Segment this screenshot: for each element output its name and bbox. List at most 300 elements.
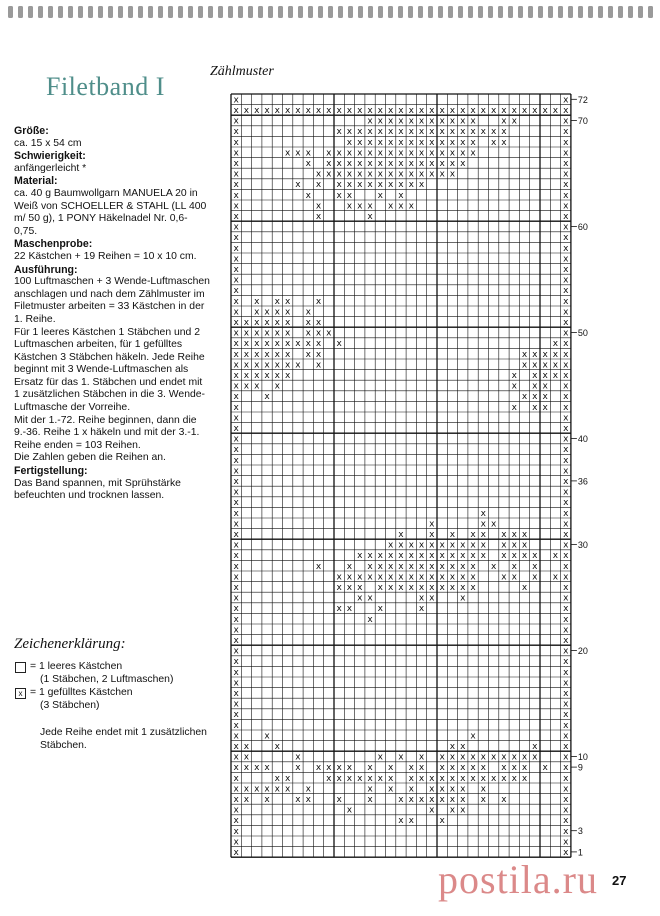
filled-cell: x	[418, 752, 425, 763]
spiral-ring	[608, 6, 613, 18]
filled-cell: x	[315, 296, 322, 307]
filled-cell: x	[387, 180, 394, 191]
filled-cell: x	[501, 551, 507, 562]
row-label: 36	[577, 476, 588, 487]
filled-cell: x	[429, 519, 435, 530]
filled-cell: x	[563, 689, 569, 699]
instructions	[14, 125, 210, 503]
filled-cell: x	[449, 106, 456, 116]
filled-cell: x	[439, 784, 445, 795]
filled-cell: x	[460, 583, 466, 593]
filled-cell: x	[439, 137, 445, 148]
filled-cell: x	[377, 180, 384, 191]
filled-cell: x	[418, 148, 425, 159]
filled-cell: x	[449, 795, 456, 805]
spiral-ring	[628, 6, 633, 18]
filled-cell: x	[284, 106, 291, 116]
filled-cell: x	[243, 371, 250, 381]
filled-cell: x	[326, 169, 332, 180]
filled-cell: x	[346, 763, 353, 774]
filled-cell: x	[274, 371, 281, 381]
filled-cell: x	[233, 487, 239, 498]
filled-cell: x	[233, 498, 239, 509]
filled-cell: x	[521, 763, 528, 774]
watermark: postila.ru	[438, 857, 598, 902]
row-label: 30	[577, 540, 588, 550]
row-label: 1	[577, 847, 583, 858]
filled-cell: x	[367, 614, 373, 625]
filled-cell: x	[398, 159, 404, 169]
spiral-ring	[68, 6, 73, 18]
filled-cell: x	[501, 752, 507, 763]
legend	[14, 660, 214, 752]
filled-cell: x	[367, 212, 373, 222]
filled-cell: x	[233, 805, 239, 816]
filled-cell: x	[264, 763, 270, 774]
spiral-ring	[348, 6, 353, 18]
filled-cell: x	[233, 339, 239, 350]
spiral-ring	[138, 6, 143, 18]
filled-cell: x	[398, 201, 404, 212]
filled-cell: x	[408, 106, 414, 116]
filled-cell: x	[480, 530, 487, 540]
filled-cell: x	[460, 763, 466, 774]
filled-cell: x	[254, 381, 260, 392]
filled-cell: x	[542, 371, 548, 381]
filled-cell: x	[233, 445, 239, 456]
filled-cell: x	[305, 795, 311, 805]
filled-cell: x	[357, 137, 363, 148]
filled-cell: x	[233, 233, 239, 244]
spiral-ring	[618, 6, 623, 18]
filled-cell: x	[511, 381, 517, 392]
filled-cell: x	[295, 763, 301, 774]
filled-cell: x	[357, 583, 363, 593]
filled-cell: x	[521, 360, 528, 371]
filled-cell: x	[563, 95, 569, 106]
filled-cell: x	[490, 519, 497, 530]
filled-cell: x	[387, 583, 394, 593]
filled-cell: x	[398, 180, 404, 191]
row-label: 20	[577, 646, 588, 656]
filled-cell: x	[408, 169, 414, 180]
filet-chart	[220, 88, 592, 874]
filled-cell: x	[501, 795, 507, 805]
filled-cell: x	[274, 328, 281, 339]
filled-cell: x	[346, 127, 353, 138]
filled-cell: x	[460, 593, 466, 604]
filled-cell: x	[501, 540, 507, 551]
filled-cell: x	[233, 222, 239, 233]
filled-cell: x	[233, 731, 239, 742]
spiral-ring	[338, 6, 343, 18]
filled-cell: x	[490, 127, 497, 138]
filled-cell: x	[357, 551, 363, 562]
spiral-ring	[228, 6, 233, 18]
filled-cell: x	[418, 106, 425, 116]
filled-cell: x	[243, 328, 250, 339]
filled-cell: x	[264, 349, 270, 360]
filled-cell: x	[387, 784, 394, 795]
spiral-ring	[278, 6, 283, 18]
filled-cell: x	[460, 784, 466, 795]
spiral-ring	[368, 6, 373, 18]
filled-cell: x	[511, 752, 517, 763]
filled-cell: x	[284, 307, 291, 318]
filled-cell: x	[521, 392, 528, 403]
filled-cell: x	[563, 625, 569, 636]
filled-cell: x	[346, 805, 353, 816]
filled-cell: x	[521, 752, 528, 763]
filled-cell: x	[336, 773, 342, 784]
filled-cell: x	[563, 805, 569, 816]
filled-cell: x	[295, 752, 301, 763]
filled-cell: x	[357, 773, 363, 784]
filled-cell: x	[233, 816, 239, 827]
filled-cell: x	[439, 148, 445, 159]
filled-cell: x	[511, 116, 517, 127]
filled-cell: x	[563, 710, 569, 721]
filled-cell: x	[563, 455, 569, 466]
filled-cell: x	[274, 784, 281, 795]
filled-cell: x	[336, 572, 342, 583]
filled-cell: x	[408, 148, 414, 159]
filled-cell: x	[387, 169, 394, 180]
filled-cell: x	[532, 752, 538, 763]
spiral-ring	[328, 6, 333, 18]
filled-cell: x	[501, 106, 507, 116]
filled-cell: x	[367, 127, 373, 138]
filled-cell: x	[367, 180, 373, 191]
filled-cell: x	[254, 349, 260, 360]
filled-cell: x	[367, 572, 373, 583]
filled-cell: x	[398, 169, 404, 180]
filled-cell: x	[439, 795, 445, 805]
filled-cell: x	[408, 784, 414, 795]
filled-cell: x	[449, 805, 456, 816]
spiral-ring	[638, 6, 643, 18]
filled-cell: x	[418, 540, 425, 551]
filled-cell: x	[387, 773, 394, 784]
filled-cell: x	[367, 201, 373, 212]
filled-cell: x	[295, 106, 301, 116]
filled-cell: x	[233, 434, 239, 445]
filled-cell: x	[552, 551, 559, 562]
filled-cell: x	[377, 773, 384, 784]
filled-cell: x	[449, 551, 456, 562]
filled-cell: x	[346, 106, 353, 116]
spiral-ring	[248, 6, 253, 18]
filled-cell: x	[357, 148, 363, 159]
filled-cell: x	[449, 159, 456, 169]
filled-cell: x	[429, 137, 435, 148]
filled-cell: x	[563, 498, 569, 509]
filled-cell: x	[233, 636, 239, 646]
filled-cell: x	[449, 583, 456, 593]
row-label: 70	[577, 116, 588, 126]
spiral-ring	[418, 6, 423, 18]
filled-cell: x	[460, 540, 466, 551]
filled-cell: x	[418, 127, 425, 138]
filled-cell: x	[449, 127, 456, 138]
spiral-ring	[588, 6, 593, 18]
filled-cell: x	[387, 127, 394, 138]
filled-cell: x	[480, 540, 487, 551]
filled-cell: x	[408, 127, 414, 138]
spiral-ring	[408, 6, 413, 18]
filled-cell: x	[284, 371, 291, 381]
filled-cell: x	[387, 561, 394, 572]
filled-cell: x	[480, 551, 487, 562]
filled-cell: x	[377, 137, 384, 148]
filled-cell: x	[552, 371, 559, 381]
filled-cell: x	[305, 318, 311, 328]
filled-cell: x	[233, 392, 239, 403]
filled-cell: x	[439, 169, 445, 180]
filled-cell: x	[367, 159, 373, 169]
filled-cell: x	[274, 318, 281, 328]
filled-cell: x	[387, 540, 394, 551]
filled-cell: x	[367, 795, 373, 805]
filled-cell: x	[470, 572, 476, 583]
filled-cell: x	[408, 773, 414, 784]
filled-cell: x	[243, 784, 250, 795]
filled-cell: x	[398, 583, 404, 593]
legend-title: Zeichenerklärung:	[14, 636, 126, 652]
spiral-binding	[0, 0, 660, 22]
filled-cell: x	[449, 561, 456, 572]
filled-cell: x	[532, 551, 538, 562]
filled-cell: x	[563, 402, 569, 413]
filled-cell: x	[233, 402, 239, 413]
filled-cell: x	[429, 106, 435, 116]
filled-cell: x	[233, 381, 239, 392]
spiral-ring	[648, 6, 653, 18]
page-title: Filetband I	[46, 72, 165, 101]
filled-cell: x	[398, 148, 404, 159]
spiral-ring	[198, 6, 203, 18]
filled-cell: x	[460, 805, 466, 816]
filled-cell: x	[387, 201, 394, 212]
filled-cell: x	[315, 349, 322, 360]
filled-cell: x	[233, 742, 239, 752]
filled-cell: x	[532, 371, 538, 381]
filled-cell: x	[490, 137, 497, 148]
filled-cell: x	[563, 477, 569, 487]
filled-cell: x	[233, 826, 239, 837]
filled-cell: x	[439, 159, 445, 169]
filled-cell: x	[449, 572, 456, 583]
filled-cell: x	[429, 805, 435, 816]
filled-cell: x	[305, 159, 311, 169]
filled-cell: x	[563, 614, 569, 625]
filled-cell: x	[532, 360, 538, 371]
filled-cell: x	[490, 106, 497, 116]
spiral-ring	[298, 6, 303, 18]
spiral-ring	[88, 6, 93, 18]
spiral-ring	[98, 6, 103, 18]
filled-cell: x	[418, 583, 425, 593]
filled-cell: x	[367, 137, 373, 148]
filled-cell: x	[274, 106, 281, 116]
ausfuehrung-text-4: Die Zahlen geben die Reihen an.	[14, 452, 166, 464]
row-label: 10	[577, 752, 588, 762]
filled-cell: x	[264, 307, 270, 318]
filled-cell: x	[326, 773, 332, 784]
filled-cell: x	[449, 530, 456, 540]
filled-cell: x	[233, 286, 239, 297]
filled-cell: x	[521, 349, 528, 360]
filled-cell: x	[377, 159, 384, 169]
filled-cell: x	[284, 339, 291, 350]
filled-cell: x	[449, 742, 456, 752]
filled-cell: x	[563, 233, 569, 244]
filled-cell: x	[295, 339, 301, 350]
spiral-ring	[118, 6, 123, 18]
spiral-ring	[218, 6, 223, 18]
filled-cell: x	[532, 349, 538, 360]
legend-empty-row	[14, 660, 214, 673]
filled-cell: x	[563, 657, 569, 668]
filled-cell: x	[429, 148, 435, 159]
filled-cell: x	[264, 106, 270, 116]
filled-cell: x	[511, 371, 517, 381]
row-label: 60	[577, 222, 588, 232]
filled-cell: x	[563, 318, 569, 328]
filled-cell: x	[233, 106, 239, 116]
spiral-ring	[128, 6, 133, 18]
filled-cell: x	[460, 795, 466, 805]
filled-cell: x	[387, 106, 394, 116]
filled-cell: x	[552, 339, 559, 350]
filled-cell: x	[563, 328, 569, 339]
filled-cell: x	[501, 137, 507, 148]
filled-cell: x	[470, 148, 476, 159]
filled-cell: x	[490, 773, 497, 784]
filled-cell: x	[274, 360, 281, 371]
filled-cell: x	[439, 551, 445, 562]
filled-cell: x	[387, 148, 394, 159]
filled-cell: x	[563, 307, 569, 318]
filled-cell: x	[295, 148, 301, 159]
filled-cell: x	[460, 551, 466, 562]
spiral-ring	[398, 6, 403, 18]
filled-cell: x	[480, 795, 487, 805]
filled-cell: x	[532, 742, 538, 752]
filled-cell: x	[377, 127, 384, 138]
filled-cell: x	[233, 583, 239, 593]
filled-cell: x	[408, 116, 414, 127]
filled-cell: x	[243, 106, 250, 116]
filled-cell: x	[398, 551, 404, 562]
ausfuehrung-text-3: Mit der 1.-72. Reihe beginnen, dann die 9.-36. Reihe 1 x häkeln und mit der 3.-1. Reihe enden = 103 Reihen.	[14, 414, 200, 451]
filled-cell: x	[336, 339, 342, 350]
filled-cell: x	[295, 360, 301, 371]
filled-cell: x	[511, 561, 517, 572]
filled-cell: x	[367, 784, 373, 795]
filled-cell: x	[418, 169, 425, 180]
spiral-ring	[428, 6, 433, 18]
filled-cell: x	[264, 392, 270, 403]
spiral-ring	[578, 6, 583, 18]
spiral-ring	[188, 6, 193, 18]
filled-cell: x	[367, 773, 373, 784]
filled-cell: x	[398, 561, 404, 572]
filled-cell: x	[233, 551, 239, 562]
filled-cell: x	[243, 742, 250, 752]
filled-cell: x	[470, 106, 476, 116]
spiral-ring	[178, 6, 183, 18]
filled-cell: x	[563, 371, 569, 381]
filled-cell: x	[377, 190, 384, 201]
spiral-ring	[598, 6, 603, 18]
legend-note: Jede Reihe endet mit 1 zusätzlichen Stäbchen.	[40, 727, 207, 751]
filled-cell: x	[233, 413, 239, 424]
filled-cell: x	[315, 169, 322, 180]
filled-cell: x	[563, 190, 569, 201]
filled-cell: x	[408, 201, 414, 212]
filled-cell: x	[336, 127, 342, 138]
filled-cell: x	[326, 106, 332, 116]
filled-cell: x	[336, 169, 342, 180]
filled-cell: x	[254, 371, 260, 381]
spiral-ring	[158, 6, 163, 18]
filled-cell: x	[233, 180, 239, 191]
filled-cell: x	[480, 106, 487, 116]
filled-cell: x	[470, 773, 476, 784]
row-label: 3	[577, 826, 583, 837]
filled-cell: x	[367, 551, 373, 562]
filled-cell: x	[511, 551, 517, 562]
spiral-ring	[538, 6, 543, 18]
filled-cell: x	[511, 773, 517, 784]
filled-cell: x	[284, 296, 291, 307]
filled-cell: x	[449, 784, 456, 795]
filled-cell: x	[254, 328, 260, 339]
filled-cell: x	[460, 159, 466, 169]
filled-cell: x	[563, 413, 569, 424]
filled-cell: x	[490, 561, 497, 572]
filled-cell: x	[532, 106, 538, 116]
filled-cell: x	[418, 159, 425, 169]
spiral-ring	[168, 6, 173, 18]
filled-cell: x	[521, 583, 528, 593]
filled-cell: x	[243, 763, 250, 774]
filled-cell: x	[284, 349, 291, 360]
filled-cell: x	[346, 137, 353, 148]
filled-cell: x	[563, 848, 569, 858]
filled-cell: x	[563, 826, 569, 837]
filled-cell: x	[439, 572, 445, 583]
filled-cell: x	[284, 773, 291, 784]
filled-cell: x	[563, 116, 569, 127]
filled-cell: x	[408, 159, 414, 169]
filled-cell: x	[233, 159, 239, 169]
filled-cell: x	[357, 169, 363, 180]
filled-cell: x	[387, 137, 394, 148]
spiral-ring	[528, 6, 533, 18]
filled-cell: x	[449, 752, 456, 763]
filled-cell: x	[274, 381, 281, 392]
filled-cell: x	[377, 106, 384, 116]
filled-cell: x	[408, 561, 414, 572]
legend-empty-detail: (1 Stäbchen, 2 Luftmaschen)	[40, 674, 174, 685]
filled-cell: x	[346, 604, 353, 615]
spiral-ring	[558, 6, 563, 18]
filled-cell: x	[563, 583, 569, 593]
filled-cell: x	[563, 551, 569, 562]
filled-cell: x	[470, 540, 476, 551]
